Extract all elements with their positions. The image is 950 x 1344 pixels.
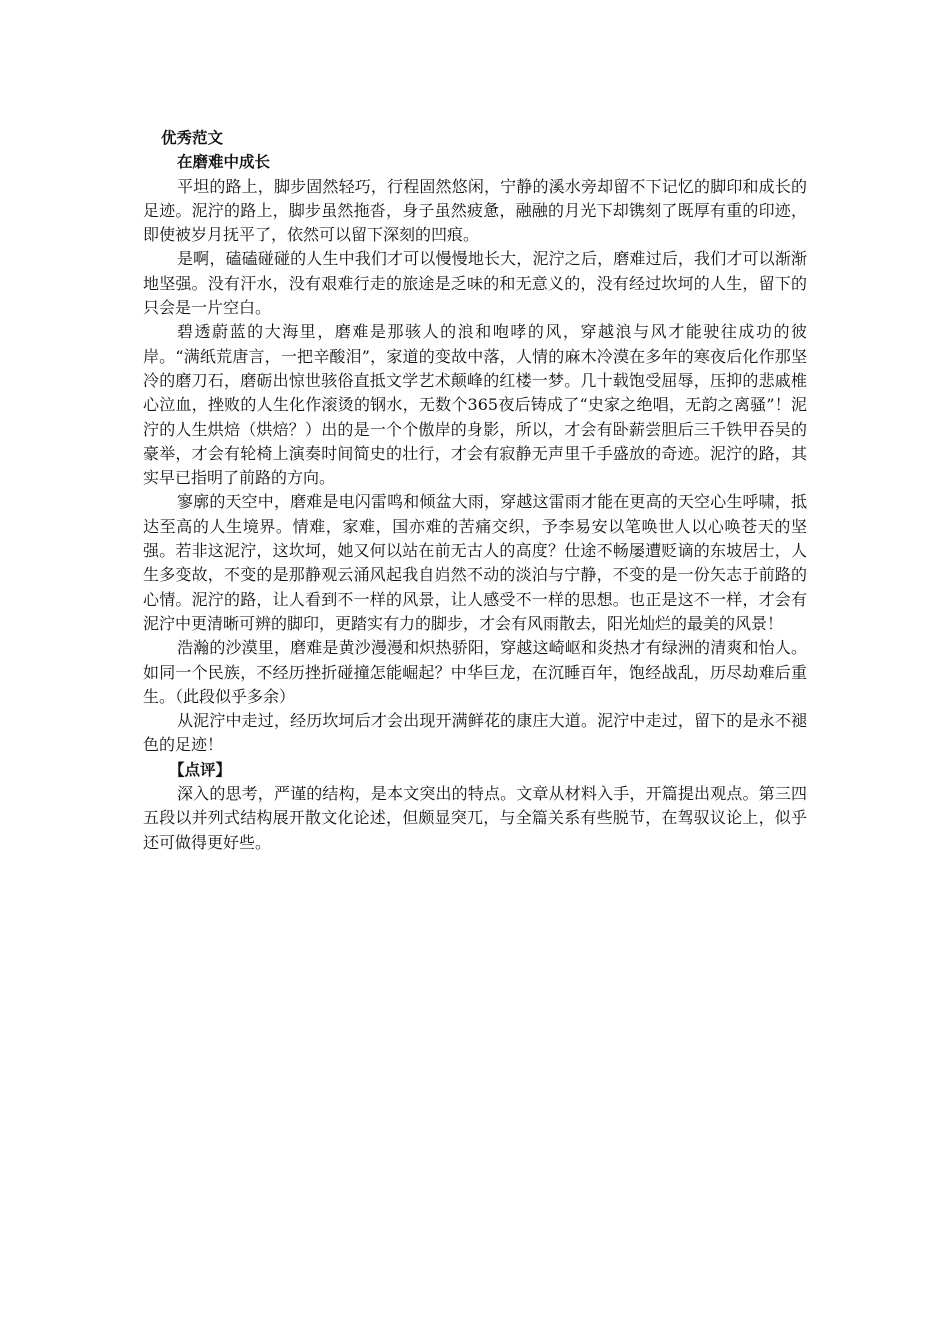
comment-heading: 【点评】 — [169, 760, 232, 779]
essay-paragraph-1: 平坦的路上，脚步固然轻巧，行程固然悠闲，宁静的溪水旁却留不下记忆的脚印和成长的足迹。泥泞的路上，脚步虽然拖沓，身子虽然疲惫，融融的月光下却镌刻了既厚有重的印迹，即使被岁月抚平了，依然可以留下深刻的凹痕。 — [143, 176, 807, 245]
comment-text: 深入的思考，严谨的结构，是本文突出的特点。文章从材料入手，开篇提出观点。第三四五段以并列式结构展开散文化论述，但颇显突兀，与全篇关系有些脱节，在驾驭议论上，似乎还可做得更好些。 — [143, 784, 807, 852]
essay-paragraph-3: 碧透蔚蓝的大海里，磨难是那骇人的浪和咆哮的风，穿越浪与风才能驶往成功的彼岸。“满纸荒唐言，一把辛酸泪”，家道的变故中落，人情的麻木冷漠在多年的寒夜后化作那坚冷的磨刀石，磨砺出惊世骇俗直抵文学艺术颠峰的红楼一梦。几十载饱受屈辱，压抑的悲戚椎心泣血，挫败的人生化作滚烫的钢水，无数个365夜后铸成了“史家之绝唱，无韵之离骚”！泥泞的人生烘焙（烘焙？）出的是一个个傲岸的身影，所以，才会有卧薪尝胆后三千铁甲吞吴的豪举，才会有轮椅上演奏时间简史的壮行，才会有寂静无声里千手盛放的奇迹。泥泞的路，其实早已指明了前路的方向。 — [143, 322, 807, 488]
essay-paragraph-6: 从泥泞中走过，经历坎坷后才会出现开满鲜花的康庄大道。泥泞中走过，留下的是永不褪色的足迹！ — [143, 711, 807, 755]
essay-paragraph-4: 寥廓的天空中，磨难是电闪雷鸣和倾盆大雨，穿越这雷雨才能在更高的天空心生呼啸，抵达至高的人生境界。情难，家难，国亦难的苦痛交织，予李易安以笔唤世人以心唤苍天的坚强。若非这泥泞，这坎坷，她又何以站在前无古人的高度？仕途不畅屡遭贬谪的东坡居士，人生多变故，不变的是那静观云涌风起我自岿然不动的淡泊与宁静，不变的是一份矢志于前路的心情。泥泞的路，让人看到不一样的风景，让人感受不一样的思想。也正是这不一样，才会有泥泞中更清晰可辨的脚印，更踏实有力的脚步，才会有风雨散去，阳光灿烂的最美的风景！ — [143, 492, 807, 633]
document-page — [143, 126, 807, 855]
essay-title: 在磨难中成长 — [177, 153, 271, 172]
essay-paragraph-2: 是啊，磕磕碰碰的人生中我们才可以慢慢地长大，泥泞之后，磨难过后，我们才可以渐渐地坚强。没有汗水，没有艰难行走的旅途是乏味的和无意义的，没有经过坎坷的人生，留下的只会是一片空白。 — [143, 249, 807, 318]
section-label: 优秀范文 — [161, 129, 224, 147]
essay-paragraph-5: 浩瀚的沙漠里，磨难是黄沙漫漫和炽热骄阳，穿越这崎岖和炎热才有绿洲的清爽和怡人。如同一个民族，不经历挫折碰撞怎能崛起？中华巨龙，在沉睡百年，饱经战乱，历尽劫难后重生。（此段似乎多余） — [143, 638, 807, 706]
